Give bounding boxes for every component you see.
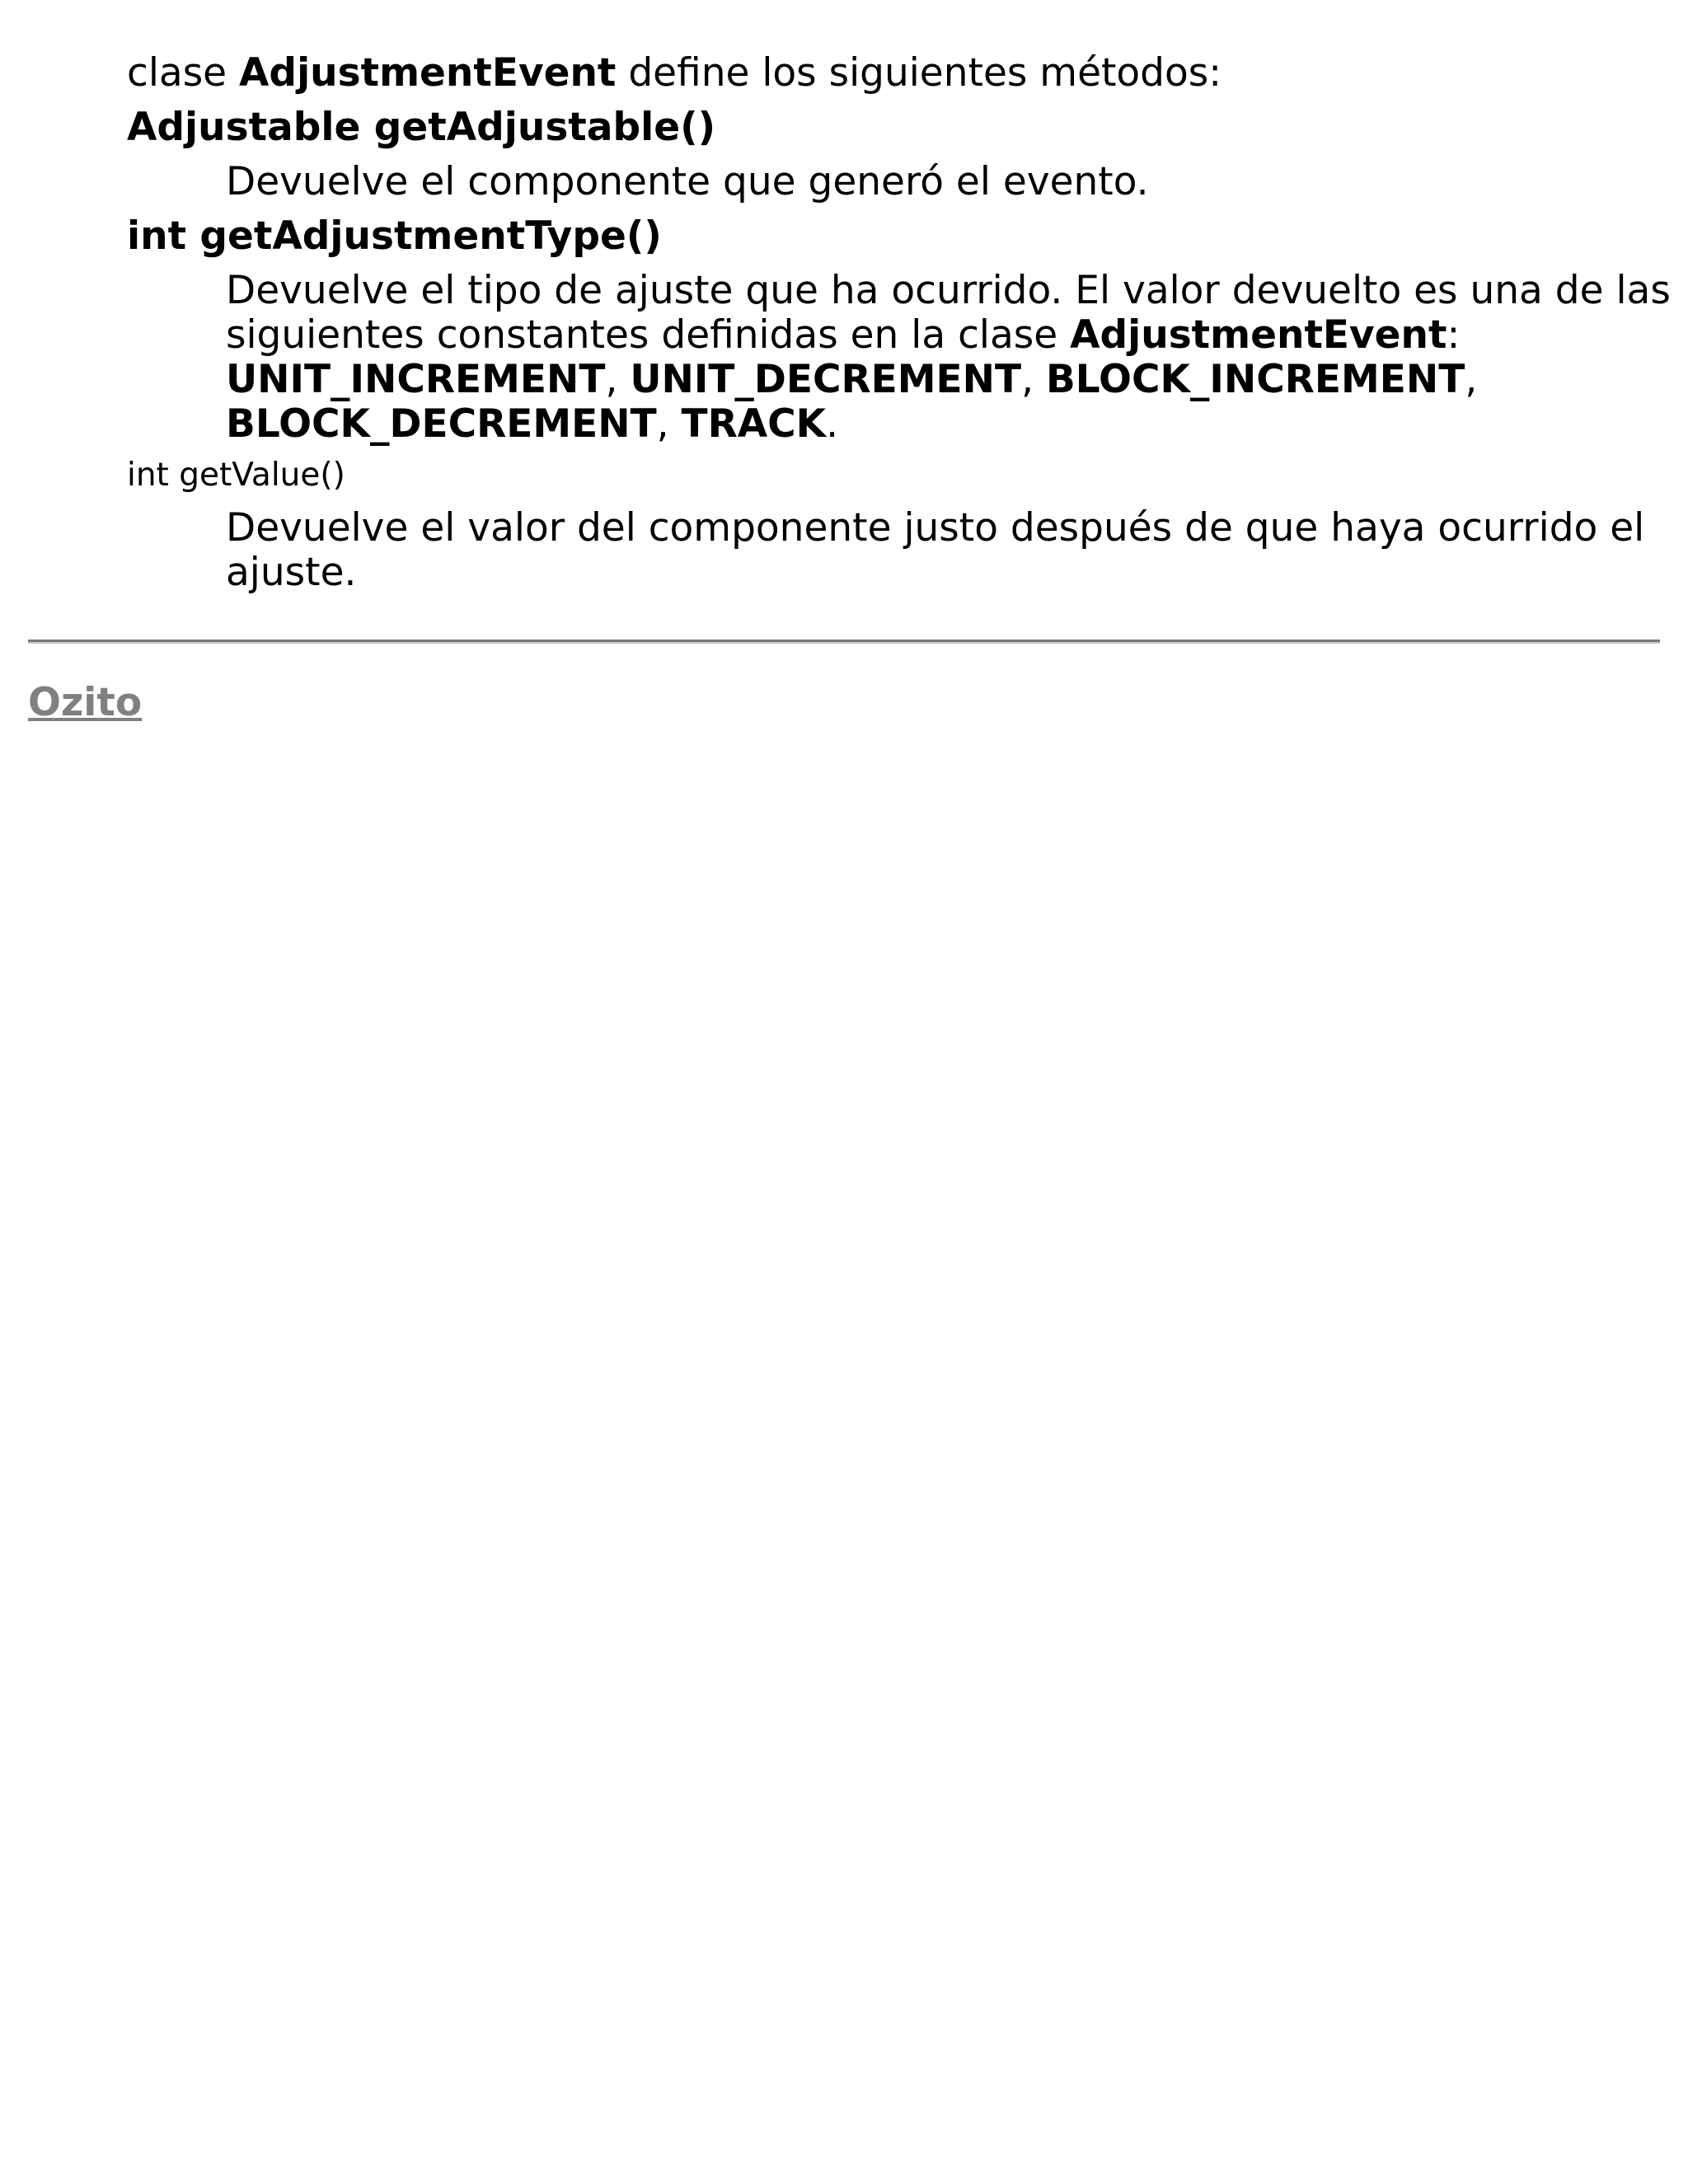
- description-text: [226, 269, 1688, 447]
- ozito-link[interactable]: Ozito: [28, 680, 143, 725]
- constant-block-decrement: BLOCK_DECREMENT: [226, 401, 657, 447]
- document-body: [127, 50, 1671, 605]
- description-class-name: AdjustmentEvent: [1070, 312, 1447, 358]
- method-signature-getvalue: int getValue(): [127, 457, 345, 494]
- constant-separator: ,: [605, 357, 631, 402]
- description-text: Devuelve el componente que generó el evento.: [226, 159, 1149, 204]
- method-signature-getadjustable: Adjustable getAdjustable(): [127, 105, 716, 150]
- constant-separator: ,: [1465, 357, 1478, 402]
- intro-class-name: AdjustmentEvent: [239, 50, 617, 96]
- description-text: Devuelve el valor del componente justo después de que haya ocurrido el ajuste.: [226, 505, 1645, 595]
- constant-track: TRACK: [681, 401, 827, 447]
- method-signature-getadjustmenttype: int getAdjustmentType(): [127, 213, 662, 259]
- constant-separator: ,: [656, 401, 682, 447]
- constant-separator: ,: [1021, 357, 1046, 402]
- method-description-getvalue: [226, 506, 1688, 595]
- constant-unit-increment: UNIT_INCREMENT: [226, 357, 606, 402]
- constant-block-increment: BLOCK_INCREMENT: [1045, 357, 1465, 402]
- method-description-getadjustmenttype: [226, 269, 1688, 447]
- description-end: .: [826, 401, 839, 447]
- intro-prefix: clase: [127, 50, 240, 96]
- description-lead: Devuelve el tipo de ajuste que ha ocurrido. El valor devuelto es una de las siguientes constantes definidas en la clase: [226, 268, 1671, 358]
- constant-unit-decrement: UNIT_DECREMENT: [630, 357, 1022, 402]
- method-description-getadjustable: [226, 160, 1688, 204]
- horizontal-divider: [28, 640, 1660, 644]
- intro-suffix: define los siguientes métodos:: [616, 50, 1222, 96]
- intro-sentence: [127, 51, 1643, 96]
- description-colon: :: [1447, 312, 1461, 358]
